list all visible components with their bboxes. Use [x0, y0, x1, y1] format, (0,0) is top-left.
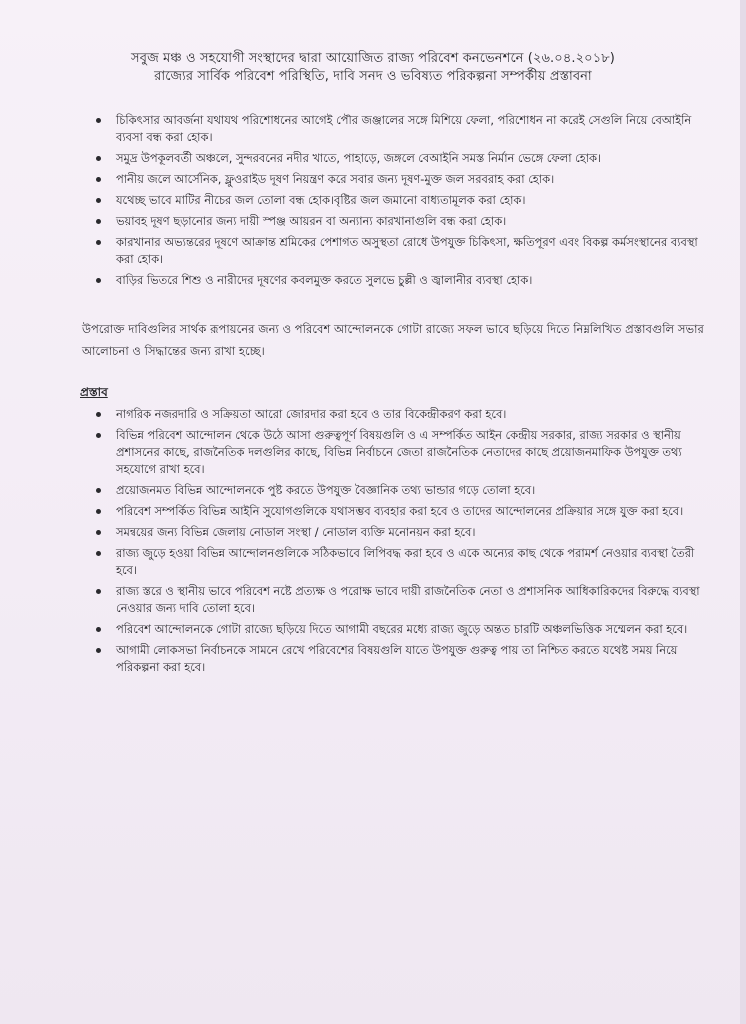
list-item — [84, 150, 704, 167]
demand-text: যথেচ্ছ ভাবে মাটির নীচের জল তোলা বন্ধ হোক।বৃষ্টির জল জমানো বাধ্যতামূলক করা হোক। — [116, 193, 526, 207]
list-item — [84, 213, 704, 230]
demand-text: কারখানার অভ্যন্তরের দূষণে আক্রান্ত শ্রমিকের পেশাগত অসুস্থতা রোধে উপযুক্ত চিকিৎসা, ক্ষতিপূরণ এবং বিকল্প কর্মসংস্থানের ব্যবস্থা করা হোক। — [116, 235, 698, 266]
bullet-icon — [96, 589, 101, 594]
bullet-icon — [96, 240, 101, 245]
proposal-text: নাগরিক নজরদারি ও সক্রিয়তা আরো জোরদার করা হবে ও তার বিকেন্দ্রীকরণ করা হবে। — [116, 407, 507, 421]
list-item — [84, 642, 704, 676]
bullet-icon — [96, 156, 101, 161]
bullet-icon — [96, 278, 101, 283]
demands-list-block — [84, 112, 704, 293]
list-item — [84, 482, 704, 499]
bullet-icon — [96, 488, 101, 493]
page-edge-shadow — [740, 0, 746, 1024]
demand-text: সমুদ্র উপকূলবর্তী অঞ্চলে, সুন্দরবনের নদীর খাতে, পাহাড়ে, জঙ্গলে বেআইনি সমস্ত নির্মান ভেঙ্গে ফেলা হোক। — [116, 151, 602, 165]
demand-text: বাড়ির ভিতরে শিশু ও নারীদের দূষণের কবলমুক্ত করতে সুলভে চুল্লী ও জ্বালানীর ব্যবস্থা হোক। — [116, 273, 533, 287]
list-item — [84, 503, 704, 520]
list-item — [84, 112, 704, 146]
title-line-1: সবুজ মঞ্চ ও সহযোগী সংস্থাদের দ্বারা আয়োজিত রাজ্য পরিবেশ কনভেনশনে (২৬.০৪.২০১৮) — [131, 51, 615, 66]
list-item — [84, 545, 704, 579]
list-item — [84, 524, 704, 541]
bullet-icon — [96, 219, 101, 224]
proposals-list-block — [84, 406, 704, 680]
list-item — [84, 192, 704, 209]
list-item — [84, 621, 704, 638]
bullet-icon — [96, 198, 101, 203]
proposals-list — [84, 406, 704, 676]
bullet-icon — [96, 509, 101, 514]
proposal-text: বিভিন্ন পরিবেশ আন্দোলন থেকে উঠে আসা গুরুত্বপূর্ণ বিষয়গুলি ও এ সম্পর্কিত আইন কেন্দ্রীয় সরকার, রাজ্য সরকার ও স্থানীয় প্রশাসনের কাছে, রাজনৈতিক দলগুলির কাছে, বিভিন্ন নির্বাচনে জেতা রাজনৈতিক নেতাদের কাছে প্রয়োজনমাফিক উপযুক্ত তথ্য সহযোগে রাখা হবে। — [116, 428, 682, 476]
proposal-text: সমন্বয়ের জন্য বিভিন্ন জেলায় নোডাল সংস্থা / নোডাল ব্যক্তি মনোনয়ন করা হবে। — [116, 525, 476, 539]
bullet-icon — [96, 118, 101, 123]
intro-paragraph: উপরোক্ত দাবিগুলির সার্থক রূপায়নের জন্য ও পরিবেশ আন্দোলনকে গোটা রাজ্যে সফল ভাবে ছড়িয়ে দিতে নিম্নলিখিত প্রস্তাবগুলি সভার আলোচনা ও সিদ্ধান্তের জন্য রাখা হচ্ছে। — [82, 322, 704, 358]
bullet-icon — [96, 627, 101, 632]
proposal-text: আগামী লোকসভা নির্বাচনকে সামনে রেখে পরিবেশের বিষয়গুলি যাতে উপযুক্ত গুরুত্ব পায় তা নিশ্চিত করতে যথেষ্ট সময় নিয়ে পরিকল্পনা করা হবে। — [116, 643, 678, 674]
proposals-heading: প্রস্তাব — [80, 385, 108, 399]
list-item — [84, 234, 704, 268]
demand-text: চিকিৎসার আবর্জনা যথাযথ পরিশোধনের আগেই পৌর জঞ্জালের সঙ্গে মিশিয়ে ফেলা, পরিশোধন না করেই সেগুলি নিয়ে বেআইনি ব্যবসা বন্ধ করা হোক। — [116, 113, 692, 144]
list-item — [84, 427, 704, 478]
proposal-text: পরিবেশ আন্দোলনকে গোটা রাজ্যে ছড়িয়ে দিতে আগামী বছরের মধ্যে রাজ্য জুড়ে অন্তত চারটি অঞ্চলভিত্তিক সম্মেলন করা হবে। — [116, 622, 688, 636]
bullet-icon — [96, 648, 101, 653]
list-item — [84, 406, 704, 423]
bullet-icon — [96, 530, 101, 535]
demands-list — [84, 112, 704, 289]
list-item — [84, 272, 704, 289]
document-title — [0, 50, 746, 86]
title-line-2: রাজ্যের সার্বিক পরিবেশ পরিস্থিতি, দাবি সনদ ও ভবিষ্যত পরিকল্পনা সম্পর্কীয় প্রস্তাবনা — [154, 69, 592, 84]
bullet-icon — [96, 551, 101, 556]
demand-text: পানীয় জলে আর্সেনিক, ফ্লুওরাইড দূষণ নিয়ন্ত্রণ করে সবার জন্য দূষণ-মুক্ত জল সরবরাহ করা হোক। — [116, 172, 555, 186]
proposal-text: পরিবেশ সম্পর্কিত বিভিন্ন আইনি সুযোগগুলিকে যথাসম্ভব ব্যবহার করা হবে ও তাদের আন্দোলনের প্রক্রিয়ার সঙ্গে যুক্ত করা হবে। — [116, 504, 684, 518]
proposal-text: প্রয়োজনমত বিভিন্ন আন্দোলনকে পুষ্ট করতে উপযুক্ত বৈজ্ঞানিক তথ্য ভান্ডার গড়ে তোলা হবে। — [116, 483, 536, 497]
bullet-icon — [96, 433, 101, 438]
bullet-icon — [96, 412, 101, 417]
list-item — [84, 171, 704, 188]
bullet-icon — [96, 177, 101, 182]
list-item — [84, 583, 704, 617]
proposal-text: রাজ্য স্তরে ও স্থানীয় ভাবে পরিবেশ নষ্টে প্রত্যক্ষ ও পরোক্ষ ভাবে দায়ী রাজনৈতিক নেতা ও প্রশাসনিক আধিকারিকদের বিরুদ্ধে ব্যবস্থা নেওয়ার জন্য দাবি তোলা হবে। — [116, 584, 700, 615]
demand-text: ভয়াবহ দূষণ ছড়ানোর জন্য দায়ী স্পঞ্জ আয়রন বা অন্যান্য কারখানাগুলি বন্ধ করা হোক। — [116, 214, 507, 228]
proposal-text: রাজ্য জুড়ে হওয়া বিভিন্ন আন্দোলনগুলিকে সঠিকভাবে লিপিবদ্ধ করা হবে ও একে অন্যের কাছ থেকে পরামর্শ নেওয়ার ব্যবস্থা তৈরী হবে। — [116, 546, 695, 577]
